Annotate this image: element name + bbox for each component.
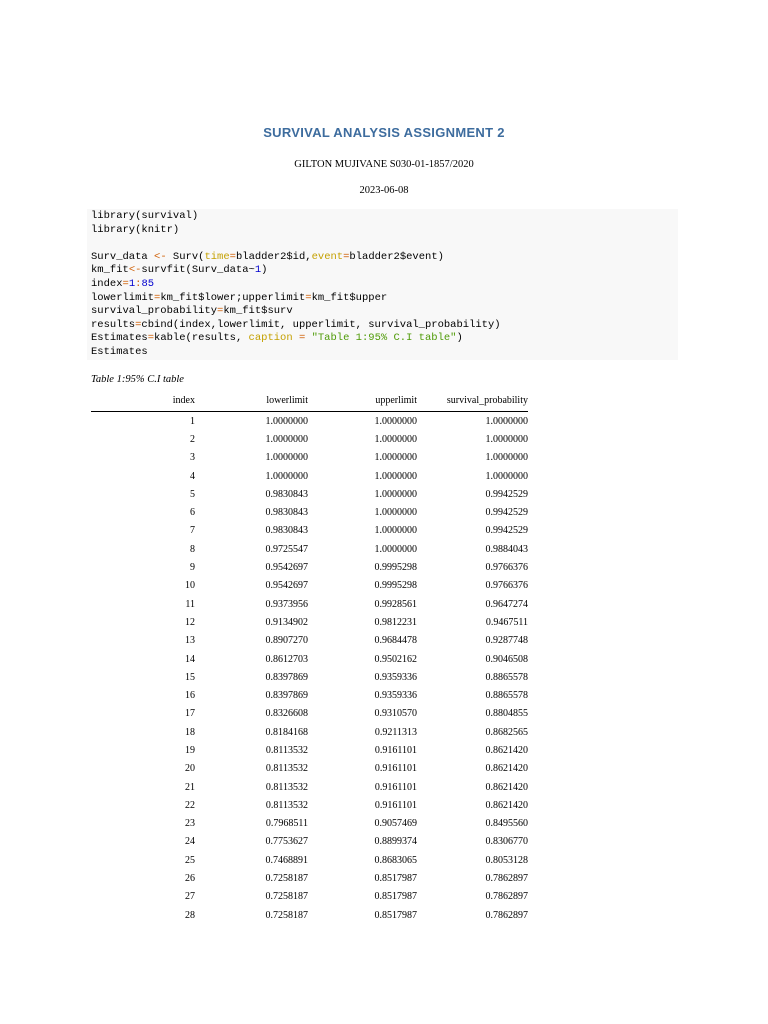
cell-index: 6 [190, 507, 195, 519]
table-row [91, 796, 528, 814]
code-line: library(survival) [91, 210, 199, 222]
cell-lowerlimit: 0.7258187 [265, 909, 308, 921]
cell-lowerlimit: 0.7258187 [265, 891, 308, 903]
cell-survival-probability: 0.8053128 [485, 854, 528, 866]
table-row [91, 815, 528, 833]
cell-index: 5 [190, 488, 195, 500]
cell-lowerlimit: 0.8113532 [265, 781, 308, 793]
cell-upperlimit: 1.0000000 [374, 543, 417, 555]
table-row [91, 851, 528, 869]
code-token: bladder2$event) [349, 250, 444, 263]
cell-survival-probability: 0.8804855 [485, 708, 528, 720]
cell-index: 1 [190, 415, 195, 427]
cell-upperlimit: 0.8517987 [374, 873, 417, 885]
cell-upperlimit: 0.9928561 [374, 598, 417, 610]
table-row [91, 485, 528, 503]
code-number: 85 [141, 277, 155, 290]
code-token: ) [261, 264, 268, 277]
cell-upperlimit: 0.9359336 [374, 671, 417, 683]
code-line [91, 305, 678, 319]
cell-survival-probability: 0.8621420 [485, 763, 528, 775]
code-token: bladder2$id, [235, 250, 312, 263]
cell-upperlimit: 0.8683065 [374, 854, 417, 866]
cell-survival-probability: 0.9942529 [485, 525, 528, 537]
cell-survival-probability: 0.9467511 [485, 616, 528, 628]
cell-index: 2 [190, 433, 195, 445]
code-operator: = [217, 305, 224, 318]
code-line: Estimates [91, 345, 148, 358]
estimates-table [91, 395, 528, 924]
cell-upperlimit: 0.8899374 [374, 836, 417, 848]
cell-index: 7 [190, 525, 195, 537]
code-string: "Table 1:95% C.I table" [311, 332, 457, 345]
cell-lowerlimit: 0.9542697 [265, 562, 308, 574]
document-title: SURVIVAL ANALYSIS ASSIGNMENT 2 [263, 125, 505, 140]
cell-upperlimit: 0.9359336 [374, 690, 417, 702]
table-row [91, 869, 528, 887]
cell-survival-probability: 0.7862897 [485, 873, 528, 885]
code-line [91, 251, 678, 265]
code-argument: time [204, 250, 230, 263]
cell-lowerlimit: 0.8113532 [265, 763, 308, 775]
cell-index: 17 [185, 708, 195, 720]
cell-index: 24 [185, 836, 195, 848]
code-token: survival_probability [91, 305, 218, 318]
cell-upperlimit: 1.0000000 [374, 488, 417, 500]
code-operator: : [135, 277, 142, 290]
cell-survival-probability: 0.8621420 [485, 744, 528, 756]
cell-lowerlimit: 0.9373956 [265, 598, 308, 610]
cell-lowerlimit: 0.8113532 [265, 799, 308, 811]
cell-survival-probability: 0.8682565 [485, 726, 528, 738]
cell-survival-probability: 0.9942529 [485, 488, 528, 500]
cell-survival-probability: 1.0000000 [485, 452, 528, 464]
code-operator: = [305, 291, 312, 304]
cell-index: 3 [190, 452, 195, 464]
table-row [91, 741, 528, 759]
code-line [91, 278, 678, 292]
code-line: library(knitr) [91, 223, 180, 236]
cell-survival-probability: 0.9766376 [485, 562, 528, 574]
code-token: ) [456, 332, 463, 345]
table-row [91, 577, 528, 595]
code-token: lowerlimit [91, 291, 155, 304]
table-row [91, 723, 528, 741]
table-row [91, 503, 528, 521]
cell-index: 10 [185, 580, 195, 592]
column-header-upperlimit: upperlimit [375, 395, 417, 406]
cell-survival-probability: 0.8621420 [485, 781, 528, 793]
table-row [91, 778, 528, 796]
cell-lowerlimit: 0.8907270 [265, 635, 308, 647]
table-row [91, 668, 528, 686]
cell-upperlimit: 1.0000000 [374, 507, 417, 519]
cell-index: 26 [185, 873, 195, 885]
cell-upperlimit: 0.8517987 [374, 891, 417, 903]
code-operator: = [154, 291, 161, 304]
cell-survival-probability: 0.7862897 [485, 891, 528, 903]
column-header-lowerlimit: lowerlimit [266, 395, 308, 406]
cell-survival-probability: 0.9046508 [485, 653, 528, 665]
table-row [91, 449, 528, 467]
cell-lowerlimit: 0.8397869 [265, 671, 308, 683]
code-token: km_fit$lower;upperlimit [160, 291, 306, 304]
cell-lowerlimit: 0.8184168 [265, 726, 308, 738]
cell-upperlimit: 0.9161101 [374, 799, 417, 811]
code-token: Surv_data [91, 250, 155, 263]
code-line [91, 264, 678, 278]
cell-upperlimit: 1.0000000 [374, 525, 417, 537]
code-token: Surv( [166, 250, 205, 263]
cell-upperlimit: 0.9057469 [374, 818, 417, 830]
code-operator: = [147, 332, 155, 345]
cell-lowerlimit: 0.7258187 [265, 873, 308, 885]
cell-index: 12 [185, 616, 195, 628]
cell-survival-probability: 0.9884043 [485, 543, 528, 555]
cell-index: 4 [190, 470, 195, 482]
code-operator: = [343, 250, 350, 263]
cell-index: 16 [185, 690, 195, 702]
cell-survival-probability: 1.0000000 [485, 415, 528, 427]
cell-upperlimit: 1.0000000 [374, 415, 417, 427]
cell-index: 11 [185, 598, 195, 610]
table-row [91, 467, 528, 485]
code-operator: = [229, 250, 236, 263]
cell-lowerlimit: 1.0000000 [265, 433, 308, 445]
cell-upperlimit: 1.0000000 [374, 470, 417, 482]
code-token: km_fit$surv [223, 305, 293, 318]
author-line: GILTON MUJIVANE S030-01-1857/2020 [294, 159, 474, 170]
cell-upperlimit: 0.9684478 [374, 635, 417, 647]
code-token: cbind(index,lowerlimit, upperlimit, survival_probability) [141, 318, 501, 331]
code-operator: = [135, 318, 142, 331]
cell-upperlimit: 0.9310570 [374, 708, 417, 720]
cell-lowerlimit: 0.9542697 [265, 580, 308, 592]
code-token: survfit(Surv_data~ [141, 264, 255, 277]
cell-lowerlimit: 0.9830843 [265, 525, 308, 537]
table-row [91, 412, 528, 431]
code-token: kable(results, [154, 332, 249, 345]
cell-survival-probability: 0.8306770 [485, 836, 528, 848]
column-header-survival-probability: survival_probability [446, 395, 528, 406]
cell-upperlimit: 0.9161101 [374, 781, 417, 793]
cell-survival-probability: 0.9942529 [485, 507, 528, 519]
cell-index: 21 [185, 781, 195, 793]
code-line [91, 292, 678, 306]
code-block [87, 209, 678, 360]
cell-lowerlimit: 0.8113532 [265, 744, 308, 756]
cell-survival-probability: 1.0000000 [485, 433, 528, 445]
code-operator: <- [154, 250, 167, 263]
code-number: 1 [254, 264, 262, 277]
table-row [91, 632, 528, 650]
cell-index: 20 [185, 763, 195, 775]
cell-index: 18 [185, 726, 195, 738]
cell-upperlimit: 0.9812231 [374, 616, 417, 628]
table-row [91, 558, 528, 576]
cell-survival-probability: 0.8865578 [485, 690, 528, 702]
table-caption: Table 1:95% C.I table [91, 374, 184, 385]
document-date: 2023-06-08 [359, 185, 409, 196]
cell-survival-probability: 0.8495560 [485, 818, 528, 830]
cell-upperlimit: 0.9995298 [374, 580, 417, 592]
table-row [91, 833, 528, 851]
cell-upperlimit: 0.9161101 [374, 763, 417, 775]
code-token: Estimates [91, 332, 148, 345]
cell-lowerlimit: 1.0000000 [265, 415, 308, 427]
table-row [91, 686, 528, 704]
code-operator: = [292, 332, 312, 345]
cell-upperlimit: 0.9995298 [374, 562, 417, 574]
cell-index: 14 [185, 653, 195, 665]
cell-index: 13 [185, 635, 195, 647]
code-number: 1 [128, 277, 136, 290]
cell-upperlimit: 0.8517987 [374, 909, 417, 921]
table-header-row [91, 395, 528, 412]
cell-survival-probability: 0.9766376 [485, 580, 528, 592]
code-token: km_fit$upper [311, 291, 388, 304]
cell-lowerlimit: 0.7753627 [265, 836, 308, 848]
code-token: index [91, 277, 123, 290]
code-operator: <- [128, 264, 142, 277]
code-line [91, 332, 678, 346]
table-row [91, 522, 528, 540]
cell-survival-probability: 0.9647274 [485, 598, 528, 610]
cell-upperlimit: 0.9502162 [374, 653, 417, 665]
cell-index: 27 [185, 891, 195, 903]
cell-lowerlimit: 0.7468891 [265, 854, 308, 866]
cell-lowerlimit: 0.8397869 [265, 690, 308, 702]
code-token: km_fit [91, 264, 129, 277]
table-row [91, 906, 528, 924]
cell-index: 8 [190, 543, 195, 555]
code-line [91, 319, 678, 333]
cell-survival-probability: 0.8865578 [485, 671, 528, 683]
code-token: results [91, 318, 136, 331]
cell-upperlimit: 1.0000000 [374, 452, 417, 464]
cell-lowerlimit: 0.9134902 [265, 616, 308, 628]
cell-survival-probability: 0.8621420 [485, 799, 528, 811]
table-row [91, 595, 528, 613]
cell-index: 9 [190, 562, 195, 574]
cell-index: 15 [185, 671, 195, 683]
cell-index: 25 [185, 854, 195, 866]
cell-upperlimit: 0.9211313 [374, 726, 417, 738]
cell-index: 28 [185, 909, 195, 921]
cell-index: 22 [185, 799, 195, 811]
cell-lowerlimit: 0.8326608 [265, 708, 308, 720]
table-row [91, 613, 528, 631]
cell-lowerlimit: 0.7968511 [265, 818, 308, 830]
column-header-index: index [172, 395, 195, 406]
cell-lowerlimit: 0.9830843 [265, 488, 308, 500]
cell-index: 23 [185, 818, 195, 830]
cell-upperlimit: 1.0000000 [374, 433, 417, 445]
cell-lowerlimit: 0.8612703 [265, 653, 308, 665]
table-row [91, 705, 528, 723]
cell-upperlimit: 0.9161101 [374, 744, 417, 756]
cell-lowerlimit: 1.0000000 [265, 470, 308, 482]
table-row [91, 430, 528, 448]
cell-lowerlimit: 0.9725547 [265, 543, 308, 555]
code-argument: caption [248, 332, 293, 345]
cell-index: 19 [185, 744, 195, 756]
code-blank-line [91, 237, 678, 251]
code-argument: event [311, 250, 344, 263]
cell-lowerlimit: 1.0000000 [265, 452, 308, 464]
code-operator: = [122, 277, 129, 290]
table-row [91, 888, 528, 906]
table-row [91, 760, 528, 778]
cell-survival-probability: 0.9287748 [485, 635, 528, 647]
table-body [91, 412, 528, 925]
cell-survival-probability: 0.7862897 [485, 909, 528, 921]
table-row [91, 650, 528, 668]
cell-survival-probability: 1.0000000 [485, 470, 528, 482]
cell-lowerlimit: 0.9830843 [265, 507, 308, 519]
table-row [91, 540, 528, 558]
